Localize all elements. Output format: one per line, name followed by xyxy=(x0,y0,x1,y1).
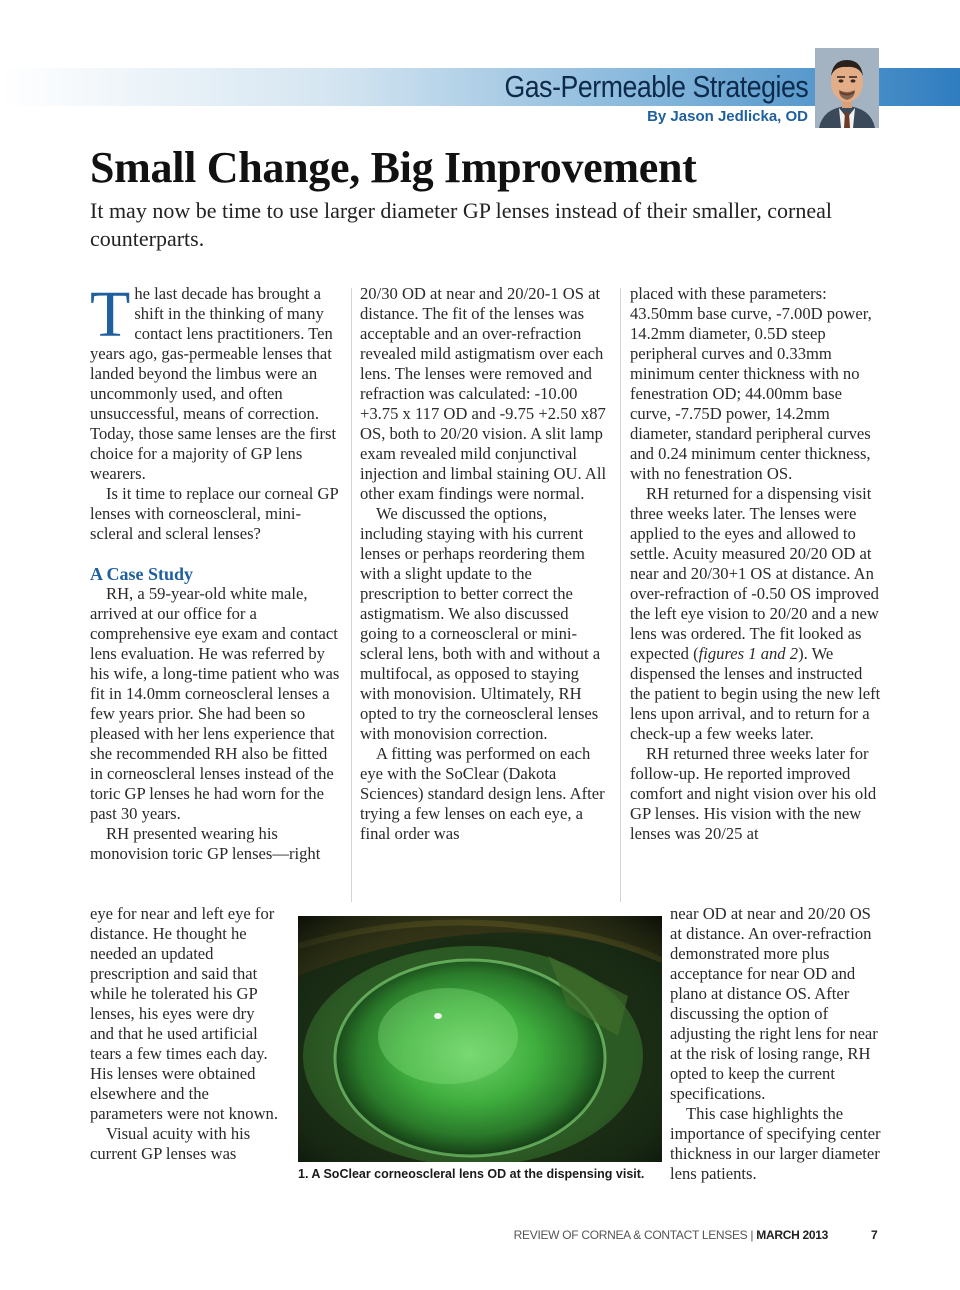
column-title: Gas-Permeable Strategies xyxy=(504,69,808,104)
paragraph: Is it time to replace our corneal GP lenses with corneoscleral, mini-scleral and scleral lenses? xyxy=(90,484,339,543)
figure-reference: figures 1 and 2 xyxy=(698,644,799,663)
drop-cap: T xyxy=(90,278,131,351)
author-photo xyxy=(815,48,879,128)
paragraph: This case highlights the importance of specifying center thickness in our larger diameter lens patients. xyxy=(670,1104,881,1183)
column-2 xyxy=(360,284,610,844)
paragraph: placed with these parameters: 43.50mm base curve, -7.00D power, 14.2mm diameter, 0.5D steep peripheral curves and 0.33mm minimum center thickness with no fenestration OD; 44.00mm base curve, -7.75D power, 14.2mm diameter, standard peripheral curves and 0.24 minimum center thickness, with no fenestration OS. xyxy=(630,284,872,483)
paragraph-text: he last decade has brought a shift in the thinking of many contact lens practitioners. Ten years ago, gas-permeable lenses that landed beyond the limbus were an uncommonly used, and often unsuccessful, means of correction. Today, those same lenses are the first choice for a majority of GP lens wearers. xyxy=(90,284,337,483)
paragraph: RH presented wearing his monovision toric GP lenses—right xyxy=(90,824,321,863)
paragraph: near OD at near and 20/20 OS at distance. An over-refraction demonstrated more plus acceptance for near OD and plano at distance OS. After discussing the option of adjusting the right lens for near at the risk of losing range, RH opted to keep the current specifications. xyxy=(670,904,878,1103)
page-number: 7 xyxy=(871,1228,878,1242)
paragraph xyxy=(630,484,882,744)
column-3 xyxy=(630,284,882,844)
paragraph: Visual acuity with his current GP lenses was xyxy=(90,1124,251,1163)
article-subtitle: It may now be time to use larger diameter GP lenses instead of their smaller, corneal counterparts. xyxy=(90,198,832,251)
paragraph: A fitting was performed on each eye with the SoClear (Dakota Sciences) standard design lens. After trying a few lenses on each eye, a final order was xyxy=(360,744,605,843)
column-1 xyxy=(90,278,342,864)
paragraph: RH, a 59-year-old white male, arrived at our office for a comprehensive eye exam and contact lens evaluation. He was referred by his wife, a long-time patient who was fit in 14.0mm corneoscleral lenses a few years prior. She had been so pleased with her lens experience that she recommended RH also be fitted in corneoscleral lenses instead of the toric GP lenses he had worn for the past 30 years. xyxy=(90,584,340,823)
column-3-continued xyxy=(670,904,882,1184)
figure-caption: 1. A SoClear corneoscleral lens OD at the dispensing visit. xyxy=(298,1167,645,1181)
paragraph: eye for near and left eye for distance. He thought he needed an updated prescription and said that while he tolerated his GP lenses, his eyes were dry and that he used artificial tears a few times each day. His lenses were obtained elsewhere and the parameters were not known. xyxy=(90,904,278,1123)
paragraph xyxy=(90,278,342,484)
footer-separator: | xyxy=(750,1228,754,1242)
paragraph: RH returned three weeks later for follow-up. He reported improved comfort and night vision over his old GP lenses. His vision with the new lenses was 20/25 at xyxy=(630,744,877,843)
paragraph-text: RH returned for a dispensing visit three weeks later. The lenses were applied to the eyes and allowed to settle. Acuity measured 20/20 OD at near and 20/30+1 OS at distance. An over-refraction of -0.50 OS improved the left eye vision to 20/20 and a new lens was ordered. The fit looked as expected ( xyxy=(630,484,879,663)
figure-eye-photo xyxy=(298,916,662,1162)
paragraph: We discussed the options, including staying with his current lenses or perhaps reordering them with a slight update to the prescription to better correct the astigmatism. We also discussed going to a corneoscleral or mini-scleral lens, both with and without a multifocal, as opposed to staying with monovision. Ultimately, RH opted to try the corneoscleral lenses with monovision correction. xyxy=(360,504,601,743)
section-heading: A Case Study xyxy=(90,564,194,584)
byline: By Jason Jedlicka, OD xyxy=(647,108,808,125)
column-1-continued xyxy=(90,904,280,1164)
footer xyxy=(514,1228,828,1242)
publication-name: REVIEW OF CORNEA & CONTACT LENSES xyxy=(513,1228,748,1242)
column-rule xyxy=(620,288,621,902)
paragraph-text: ). We dispensed the lenses and instructed the patient to begin using the new left lens upon arrival, and to return for a check-up a few weeks later. xyxy=(630,644,881,743)
article-title: Small Change, Big Improvement xyxy=(90,143,697,192)
issue-date: MARCH 2013 xyxy=(756,1228,828,1242)
paragraph: 20/30 OD at near and 20/20-1 OS at distance. The fit of the lenses was acceptable and an over-refraction revealed mild astigmatism over each lens. The lenses were removed and refraction was calculated: -10.00 +3.75 x 117 OD and -9.75 +2.50 x87 OS, both to 20/20 vision. A slit lamp exam revealed mild conjunctival injection and limbal staining OU. All other exam findings were normal. xyxy=(360,284,607,503)
column-rule xyxy=(351,288,352,902)
